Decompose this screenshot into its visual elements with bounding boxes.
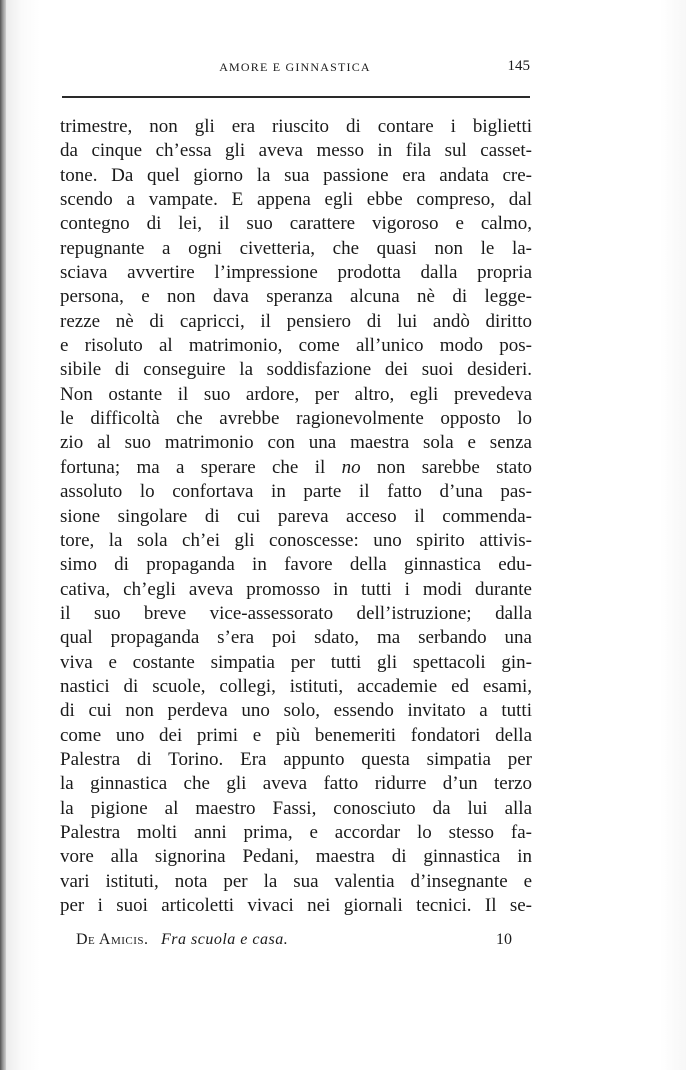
page-footer: [76, 931, 512, 955]
printer-signature: [76, 931, 288, 949]
text-line: cativa, ch’egli aveva promosso in tutti i modi durante: [60, 578, 532, 600]
text-line: viva e costante simpatia per tutti gli spettacoli gin-: [60, 651, 532, 673]
text-line: zio al suo matrimonio con una maestra sola e senza: [60, 432, 532, 454]
text-line: sibile di conseguire la soddisfazione dei suoi desideri.: [60, 359, 532, 381]
text-line: vari istituti, nota per la sua valentia d’insegnante e: [60, 870, 532, 892]
text-line: la ginnastica che gli aveva fatto ridurre d’un terzo: [60, 773, 532, 795]
running-head: [60, 60, 530, 82]
body-text: [60, 115, 532, 918]
text-line: di cui non perdeva uno solo, essendo invitato a tutti: [60, 700, 532, 722]
text-line: e risoluto al matrimonio, come all’unico modo pos-: [60, 335, 532, 357]
text-line: persona, e non dava speranza alcuna nè di legge-: [60, 286, 532, 308]
text-line: assoluto lo confortava in parte il fatto d’una pas-: [60, 481, 532, 503]
signature-book-title: Fra scuola e casa.: [161, 931, 289, 948]
text-line: sione singolare di cui pareva acceso il commenda-: [60, 505, 532, 527]
text-line: tore, la sola ch’ei gli conoscesse: uno spirito attivis-: [60, 529, 532, 551]
text-line: da cinque ch’essa gli aveva messo in fila sul casset-: [60, 140, 532, 162]
italic-word: no: [341, 456, 361, 478]
text-line: per i suoi articoletti vivaci nei giornali tecnici. Il se-: [60, 895, 532, 916]
text-line: vore alla signorina Pedani, maestra di ginnastica in: [60, 846, 532, 868]
text-line: le difficoltà che avrebbe ragionevolmente opposto lo: [60, 408, 532, 430]
text-line: Palestra molti anni prima, e accordar lo stesso fa-: [60, 821, 532, 843]
text-line: Non ostante il suo ardore, per altro, egli prevedeva: [60, 383, 532, 405]
text-line: scendo a vampate. E appena egli ebbe compreso, dal: [60, 189, 532, 211]
signature-author: De Amicis.: [76, 931, 149, 948]
book-spine-shadow: [0, 0, 6, 1070]
signature-number: 10: [496, 931, 512, 948]
text-line: come uno dei primi e più benemeriti fondatori della: [60, 724, 532, 746]
text-line: rezze nè di capricci, il pensiero di lui andò diritto: [60, 310, 532, 332]
text-line: la pigione al maestro Fassi, conosciuto da lui alla: [60, 797, 532, 819]
page-number: 145: [507, 58, 530, 74]
text-line: contegno di lei, il suo carattere vigoroso e calmo,: [60, 213, 532, 235]
header-rule: [62, 96, 530, 98]
text-line: simo di propaganda in favore della ginnastica edu-: [60, 554, 532, 576]
text-line: qual propaganda s’era poi sdato, ma serbando una: [60, 627, 532, 649]
text-line: il suo breve vice-assessorato dell’istruzione; dalla: [60, 602, 532, 624]
text-line: repugnante a ogni civetteria, che quasi non le la-: [60, 237, 532, 259]
text-line: nastici di scuole, collegi, istituti, accademie ed esami,: [60, 675, 532, 697]
text-line: tone. Da quel giorno la sua passione era andata cre-: [60, 164, 532, 186]
text-line: fortuna; ma a sperare che il no non sarebbe stato: [60, 456, 533, 478]
running-title: AMORE E GINNASTICA: [219, 60, 371, 74]
text-line: sciava avvertire l’impressione prodotta dalla propria: [60, 262, 532, 284]
text-line: Palestra di Torino. Era appunto questa simpatia per: [60, 748, 532, 770]
text-line: trimestre, non gli era riuscito di contare i biglietti: [60, 116, 532, 137]
